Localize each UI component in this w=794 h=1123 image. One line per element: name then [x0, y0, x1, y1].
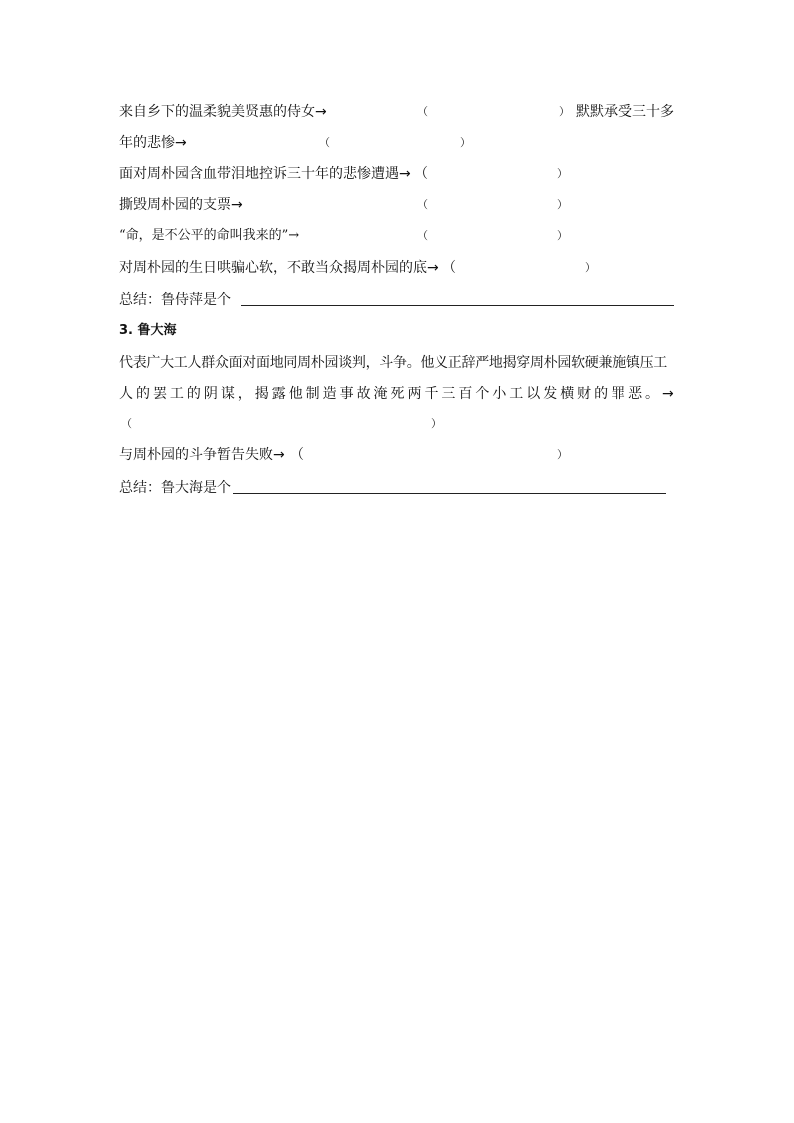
paren-close: ） [585, 261, 596, 274]
paragraph-char: 恶 [628, 386, 643, 402]
paragraph-char: 罢 [152, 386, 167, 402]
paren-open: （ [121, 417, 132, 430]
paren-open: （ [290, 447, 304, 463]
paren-close: ） [431, 417, 442, 430]
paren-close: ） [460, 136, 471, 149]
paragraph-char: 故 [356, 386, 371, 402]
line-years-misery: 年的悲惨→ [119, 135, 187, 151]
paragraph-char: 千 [424, 386, 439, 402]
paragraph-char: 小 [492, 386, 507, 402]
paren-open: （ [417, 229, 428, 242]
paragraph-char: 的 [135, 386, 150, 402]
paragraph-char: 个 [475, 386, 490, 402]
line-shiping-maid: 来自乡下的温柔貌美贤惠的侍女→ [119, 104, 327, 120]
paren-close: ） [557, 229, 568, 242]
paragraph-char: 事 [339, 386, 354, 402]
paragraph-char: 淹 [373, 386, 388, 402]
paren-open: （ [319, 136, 330, 149]
paren-open: （ [442, 260, 456, 276]
paragraph-char: 工 [509, 386, 524, 402]
line-shiping-maid-tail: 默默承受三十多 [576, 104, 674, 120]
paragraph-char: 两 [407, 386, 422, 402]
paragraph-char: 造 [322, 386, 337, 402]
paragraph-char: 谋 [220, 386, 235, 402]
paragraph-char: 工 [169, 386, 184, 402]
paragraph-char: 制 [305, 386, 320, 402]
paragraph-char: 百 [458, 386, 473, 402]
paren-open: （ [417, 198, 428, 211]
paragraph-char: 人 [119, 386, 133, 402]
line-accuse-zhou: 面对周朴园含血带泪地控诉三十年的悲惨遭遇→ [119, 166, 411, 182]
paragraph-char: 露 [271, 386, 286, 402]
paragraph-char: ， [237, 386, 252, 402]
paren-close: ） [559, 105, 570, 118]
paragraph-char: 的 [594, 386, 609, 402]
section-heading-lu-dahai: 3. 鲁大海 [119, 323, 177, 338]
paren-close: ） [557, 448, 568, 461]
line-soft-hearted: 对周朴园的生日哄骗心软，不敢当众揭周朴园的底→ [119, 260, 439, 276]
paragraph-dahai-line1: 代表广大工人群众面对面地同周朴园谈判，斗争。他义正辞严地揭穿周朴园软硬兼施镇压工 [119, 355, 667, 371]
paragraph-char: → [662, 386, 674, 402]
paren-open: （ [417, 105, 428, 118]
line-tear-cheque: 撕毁周朴园的支票→ [119, 197, 243, 213]
line-struggle-failed: 与周朴园的斗争暂告失败→ [119, 447, 285, 463]
summary-shiping-label: 总结：鲁侍萍是个 [119, 292, 231, 308]
paragraph-char: 阴 [203, 386, 218, 402]
paragraph-char: 揭 [254, 386, 269, 402]
paren-close: ） [557, 198, 568, 211]
paragraph-dahai-line2 [119, 381, 674, 407]
paragraph-char: 。 [645, 386, 660, 402]
summary-shiping-blank [241, 305, 674, 306]
line-fate-quote: “命，是不公平的命叫我来的”→ [119, 228, 300, 243]
summary-dahai-blank [233, 493, 666, 494]
paragraph-char: 他 [288, 386, 303, 402]
paragraph-char: 发 [543, 386, 558, 402]
paren-open: （ [414, 166, 428, 182]
paragraph-char: 罪 [611, 386, 626, 402]
paragraph-char: 以 [526, 386, 541, 402]
paragraph-char: 财 [577, 386, 592, 402]
paren-close: ） [557, 167, 568, 180]
paragraph-char: 死 [390, 386, 405, 402]
paragraph-char: 横 [560, 386, 575, 402]
summary-dahai-label: 总结：鲁大海是个 [119, 480, 231, 496]
paragraph-char: 三 [441, 386, 456, 402]
paragraph-char: 的 [186, 386, 201, 402]
